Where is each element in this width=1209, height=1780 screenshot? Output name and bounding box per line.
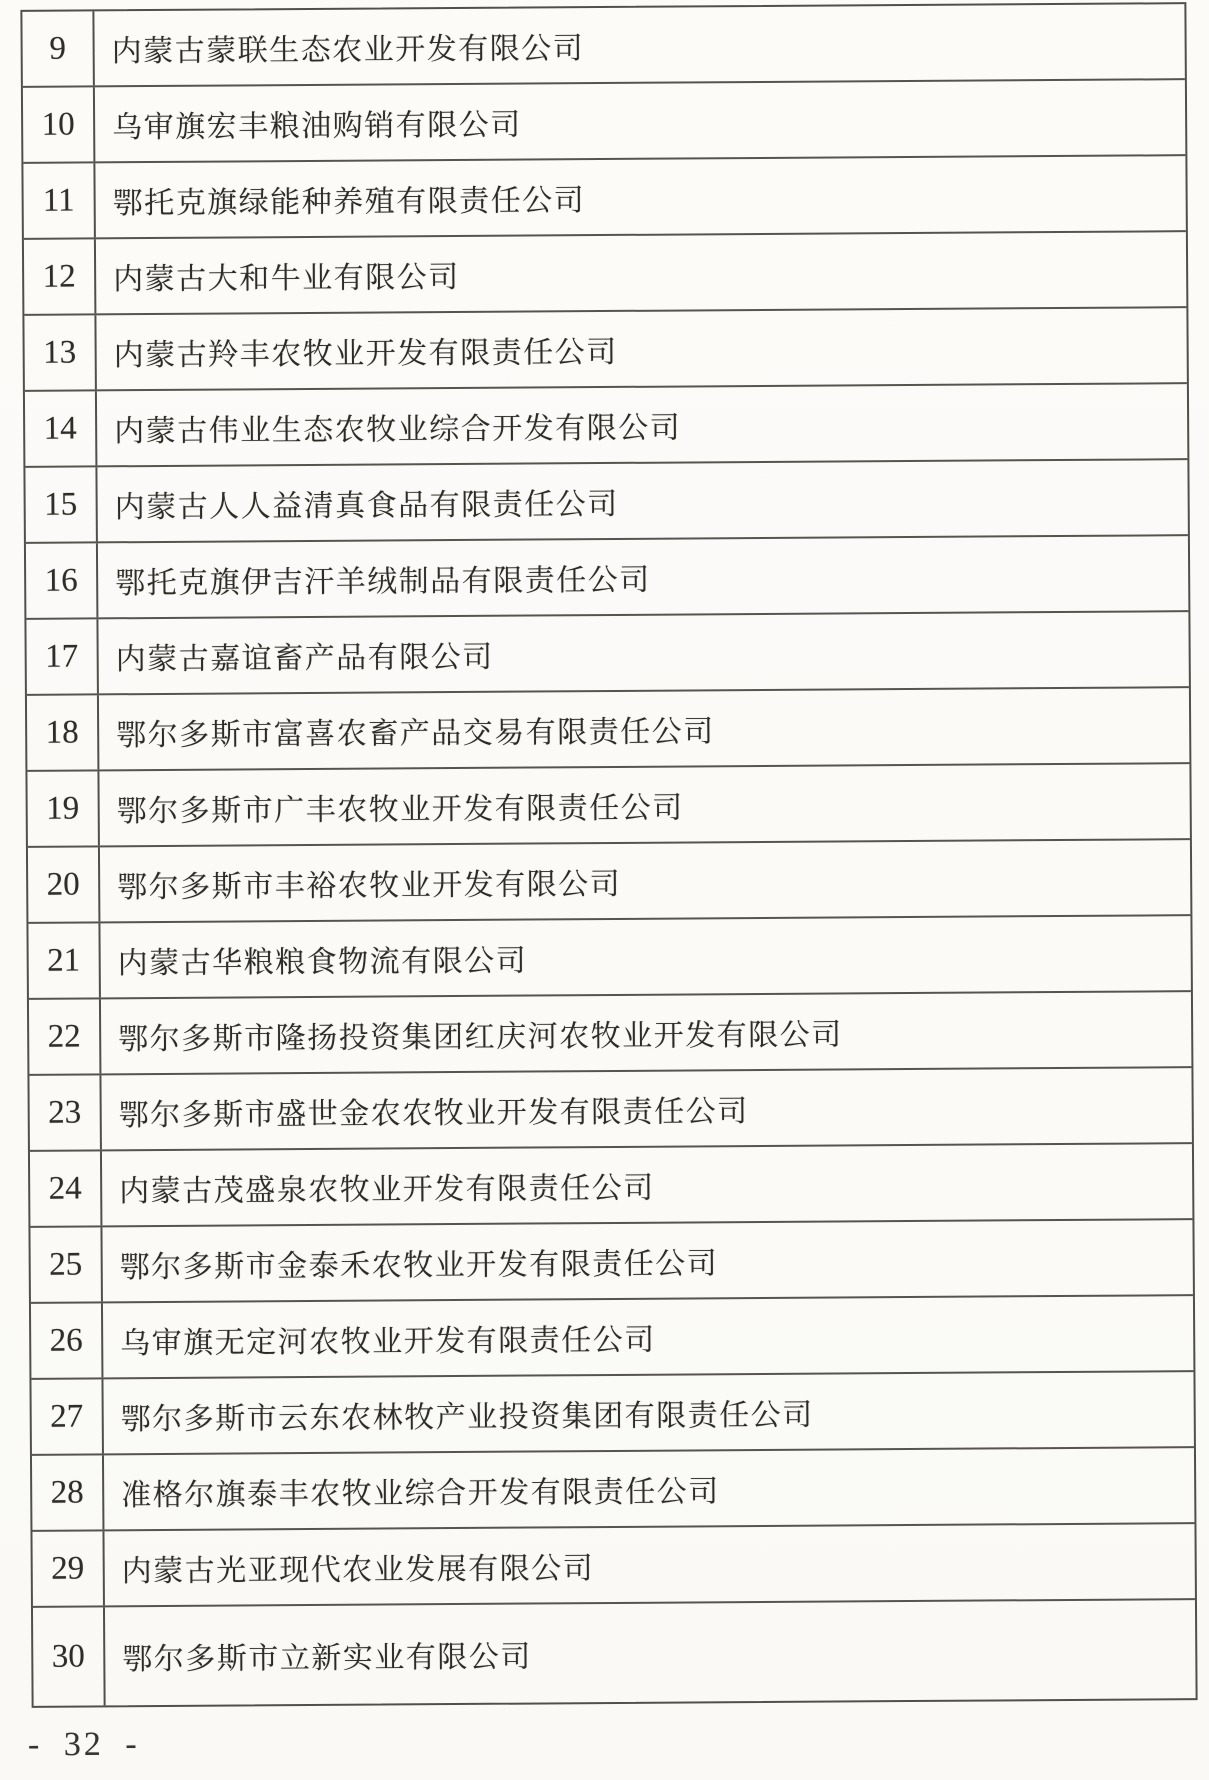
row-number-cell <box>23 87 95 161</box>
company-name-cell <box>104 1448 1194 1529</box>
row-number-cell <box>24 239 96 313</box>
row-number-cell <box>27 771 99 845</box>
table-row <box>32 1448 1194 1532</box>
company-name: 鄂尔多斯市云东农林牧产业投资集团有限责任公司 <box>120 1398 814 1437</box>
company-name: 鄂尔多斯市丰裕农牧业开发有限公司 <box>117 867 622 905</box>
table-row <box>28 916 1190 1000</box>
company-name-cell <box>104 1524 1194 1605</box>
row-number-cell <box>27 695 99 769</box>
company-name: 内蒙古羚丰农牧业开发有限责任公司 <box>113 335 618 373</box>
row-number: 14 <box>43 410 77 447</box>
company-name-cell <box>95 156 1185 237</box>
company-name: 鄂尔多斯市金泰禾农牧业开发有限责任公司 <box>119 1247 719 1285</box>
row-number-cell <box>22 11 94 85</box>
row-number-cell <box>29 1075 101 1149</box>
row-number: 17 <box>45 638 79 675</box>
row-number: 12 <box>42 258 76 295</box>
table-row <box>31 1372 1193 1456</box>
table-row <box>27 688 1189 772</box>
row-number: 18 <box>45 714 79 751</box>
row-number-cell <box>28 923 100 997</box>
table-row <box>28 840 1190 924</box>
table-row <box>32 1524 1194 1608</box>
company-list-table <box>20 2 1197 1708</box>
row-number: 23 <box>48 1094 82 1131</box>
company-name-cell <box>102 1220 1192 1301</box>
table-row <box>27 764 1189 848</box>
row-number-cell <box>25 467 97 541</box>
table-row <box>25 384 1187 468</box>
company-name: 内蒙古嘉谊畜产品有限公司 <box>115 640 494 677</box>
table-row <box>26 536 1188 620</box>
row-number-cell <box>30 1151 102 1225</box>
company-name-cell <box>102 1144 1192 1225</box>
row-number: 28 <box>50 1473 84 1511</box>
table-row <box>31 1296 1193 1380</box>
table-row <box>29 1068 1191 1152</box>
table-row <box>25 460 1187 544</box>
row-number: 15 <box>44 486 78 523</box>
row-number-cell <box>26 543 98 617</box>
company-name-cell <box>94 4 1184 85</box>
row-number: 27 <box>50 1397 84 1435</box>
table-row <box>24 308 1186 392</box>
company-name-cell <box>101 1068 1191 1149</box>
company-name: 内蒙古大和牛业有限公司 <box>113 260 460 297</box>
company-name: 鄂托克旗伊吉汗羊绒制品有限责任公司 <box>115 563 651 601</box>
company-name: 鄂尔多斯市立新实业有限公司 <box>122 1640 532 1677</box>
row-number-cell <box>31 1379 103 1453</box>
company-name-cell <box>105 1600 1196 1705</box>
row-number-cell <box>32 1531 104 1605</box>
row-number-cell <box>31 1303 103 1377</box>
company-name-cell <box>100 840 1190 921</box>
row-number-cell <box>25 391 97 465</box>
company-name-cell <box>103 1296 1193 1377</box>
company-name: 鄂尔多斯市富喜农畜产品交易有限责任公司 <box>116 715 715 753</box>
row-number-cell <box>28 847 100 921</box>
company-name: 内蒙古蒙联生态农业开发有限公司 <box>111 32 585 69</box>
row-number-cell <box>29 999 101 1073</box>
company-name: 内蒙古伟业生态农牧业综合开发有限公司 <box>114 411 682 449</box>
row-number: 16 <box>44 562 78 599</box>
row-number-cell <box>30 1227 102 1301</box>
table-row <box>33 1600 1196 1706</box>
table-row <box>23 80 1185 164</box>
table-row <box>30 1144 1192 1228</box>
company-name: 乌审旗无定河农牧业开发有限责任公司 <box>120 1323 656 1361</box>
row-number: 22 <box>47 1018 81 1055</box>
row-number-cell <box>24 315 96 389</box>
company-name-cell <box>98 536 1188 617</box>
row-number: 26 <box>49 1322 83 1359</box>
company-name-cell <box>96 232 1186 313</box>
company-name: 乌审旗宏丰粮油购销有限公司 <box>112 108 522 145</box>
company-name-cell <box>101 992 1191 1073</box>
table-row <box>23 156 1185 240</box>
row-number: 30 <box>51 1637 85 1675</box>
row-number: 24 <box>48 1170 82 1207</box>
company-name: 内蒙古光亚现代农业发展有限公司 <box>121 1552 595 1589</box>
row-number: 13 <box>43 334 77 371</box>
company-name-cell <box>96 308 1186 389</box>
page-number: - 32 - <box>27 1725 140 1764</box>
company-name: 内蒙古华粮粮食物流有限公司 <box>117 944 528 981</box>
company-name-cell <box>103 1372 1193 1453</box>
company-name: 鄂托克旗绿能种养殖有限责任公司 <box>112 184 586 221</box>
row-number: 19 <box>46 790 80 827</box>
table-row <box>30 1220 1192 1304</box>
row-number: 10 <box>41 106 75 143</box>
company-name: 鄂尔多斯市广丰农牧业开发有限责任公司 <box>116 791 684 829</box>
company-name-cell <box>99 688 1189 769</box>
row-number: 9 <box>49 30 67 67</box>
table-row <box>24 232 1186 316</box>
company-name-cell <box>100 916 1190 997</box>
row-number-cell <box>26 619 98 693</box>
row-number-cell <box>23 163 95 237</box>
table-row <box>22 4 1184 88</box>
row-number: 21 <box>47 942 81 979</box>
table-row <box>29 992 1191 1076</box>
company-name-cell <box>99 764 1189 845</box>
company-name: 鄂尔多斯市隆扬投资集团红庆河农牧业开发有限公司 <box>118 1018 843 1057</box>
company-name-cell <box>95 80 1185 161</box>
row-number: 20 <box>46 866 80 903</box>
company-name-cell <box>98 612 1188 693</box>
company-name-cell <box>97 384 1187 465</box>
company-name-cell <box>97 460 1187 541</box>
company-name: 内蒙古人人益清真食品有限责任公司 <box>114 487 619 525</box>
company-name: 准格尔旗泰丰农牧业综合开发有限责任公司 <box>121 1475 720 1513</box>
company-name: 内蒙古茂盛泉农牧业开发有限责任公司 <box>119 1171 655 1209</box>
row-number-cell <box>32 1455 104 1529</box>
row-number: 25 <box>49 1246 83 1283</box>
company-name: 鄂尔多斯市盛世金农农牧业开发有限责任公司 <box>118 1095 749 1133</box>
table-row <box>26 612 1188 696</box>
row-number-cell <box>33 1607 106 1705</box>
row-number: 29 <box>51 1549 85 1587</box>
row-number: 11 <box>42 182 75 219</box>
